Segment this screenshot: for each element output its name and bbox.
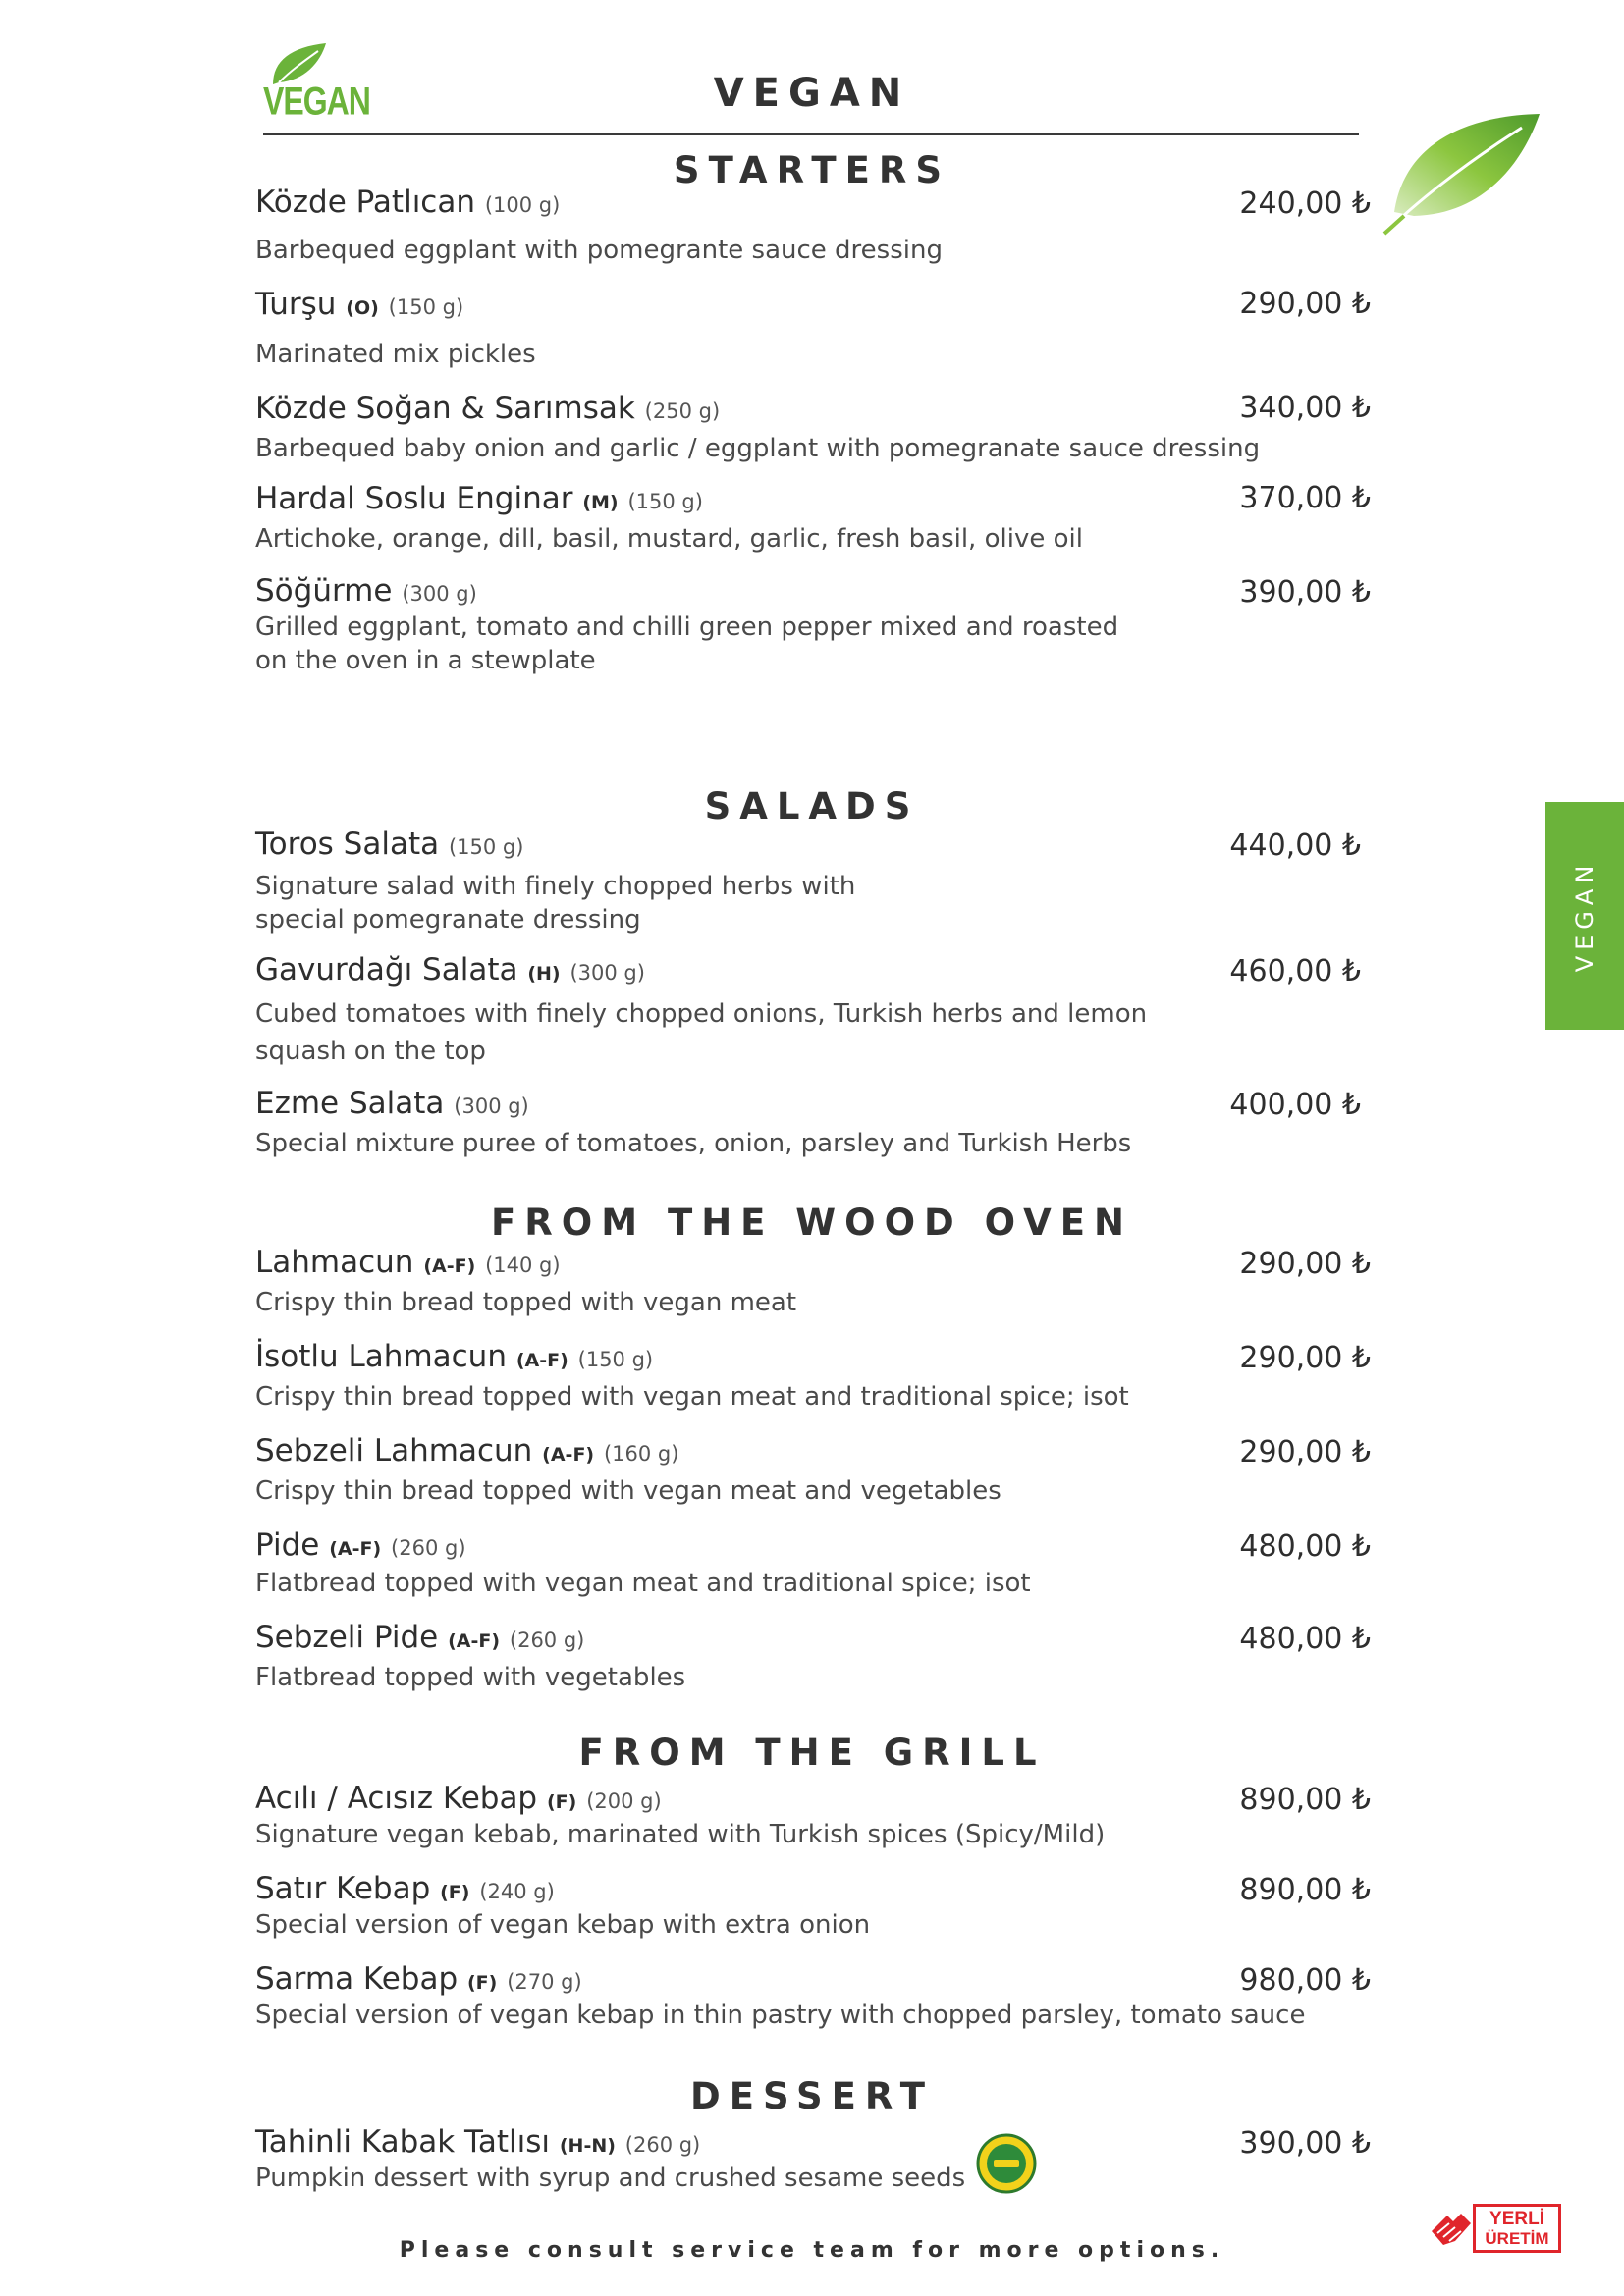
vegan-logo-text: VEGAN [263,79,370,123]
menu-item-description: Marinated mix pickles [255,340,536,369]
menu-item-name: Satır Kebap (F) (240 g) [255,1871,555,1906]
menu-item-name: Söğürme (300 g) [255,573,477,609]
menu-item-price: 390,00 ₺ [1239,2126,1371,2161]
menu-item-name: Tahinli Kabak Tatlısı (H-N) (260 g) [255,2124,701,2160]
menu-item-price: 890,00 ₺ [1239,1873,1371,1907]
menu-item-name: Pide (A-F) (260 g) [255,1527,466,1563]
menu-item-description: Signature salad with finely chopped herbs with special pomegranate dressing [255,872,856,934]
side-tab-vegan [1545,802,1624,1030]
page-title: VEGAN [713,71,911,116]
menu-item-description: Special version of vegan kebap in thin pastry with chopped parsley, tomato sauce [255,2001,1306,2030]
menu-item-price: 400,00 ₺ [1229,1088,1361,1122]
menu-item-description: Barbequed eggplant with pomegrante sauce dressing [255,236,943,265]
title-divider [263,133,1359,135]
menu-item-name: Ezme Salata (300 g) [255,1086,529,1121]
menu-item-name: Hardal Soslu Enginar (M) (150 g) [255,481,703,516]
section-title-wood-oven: FROM THE WOOD OVEN [491,1201,1133,1244]
geographical-indication-seal-icon [976,2133,1037,2194]
menu-item-price: 390,00 ₺ [1239,575,1371,610]
menu-item-name: Sarma Kebap (F) (270 g) [255,1961,582,1997]
menu-item-name: Sebzeli Lahmacun (A-F) (160 g) [255,1433,679,1468]
menu-item-name: Lahmacun (A-F) (140 g) [255,1245,561,1280]
menu-item-price: 290,00 ₺ [1239,287,1371,321]
menu-item-price: 370,00 ₺ [1239,481,1371,515]
menu-item-description: Flatbread topped with vegan meat and traditional spice; isot [255,1569,1031,1598]
menu-item-name: Turşu (O) (150 g) [255,287,464,322]
menu-item-description: Crispy thin bread topped with vegan meat and vegetables [255,1476,1001,1506]
uretim-label: ÜRETİM [1485,2229,1549,2248]
menu-item-description: Crispy thin bread topped with vegan meat [255,1288,797,1317]
menu-item-name: Acılı / Acısız Kebap (F) (200 g) [255,1781,662,1816]
menu-item-description: Signature vegan kebab, marinated with Turkish spices (Spicy/Mild) [255,1820,1106,1849]
menu-item-description: Pumpkin dessert with syrup and crushed sesame seeds [255,2163,966,2193]
section-title-grill: FROM THE GRILL [578,1732,1046,1774]
menu-item-description: Crispy thin bread topped with vegan meat and traditional spice; isot [255,1382,1129,1412]
section-title-dessert: DESSERT [690,2075,934,2117]
menu-item-description: Artichoke, orange, dill, basil, mustard, garlic, fresh basil, olive oil [255,524,1083,554]
menu-item-price: 340,00 ₺ [1239,391,1371,425]
menu-item-name: Közde Patlıcan (100 g) [255,185,561,220]
side-tab-label: VEGAN [1571,859,1598,973]
menu-item-name: Toros Salata (150 g) [255,827,524,862]
menu-item-price: 980,00 ₺ [1239,1963,1371,1998]
menu-item-price: 290,00 ₺ [1239,1341,1371,1375]
menu-item-price: 460,00 ₺ [1229,954,1361,988]
menu-item-description: Barbequed baby onion and garlic / eggplant with pomegranate sauce dressing [255,434,1261,463]
menu-item-description: Grilled eggplant, tomato and chilli green pepper mixed and roasted on the oven in a stewplate [255,613,1119,675]
menu-item-name: İsotlu Lahmacun (A-F) (150 g) [255,1339,654,1374]
menu-item-price: 480,00 ₺ [1239,1622,1371,1656]
menu-item-price: 890,00 ₺ [1239,1783,1371,1817]
menu-item-price: 290,00 ₺ [1239,1247,1371,1281]
menu-item-price: 240,00 ₺ [1239,187,1371,221]
menu-item-price: 290,00 ₺ [1239,1435,1371,1469]
section-title-starters: STARTERS [673,149,951,191]
yerli-label: YERLİ [1489,2209,1544,2229]
menu-item-name: Közde Soğan & Sarımsak (250 g) [255,391,721,426]
menu-item-name: Sebzeli Pide (A-F) (260 g) [255,1620,585,1655]
menu-item-description: Cubed tomatoes with finely chopped onions, Turkish herbs and lemon squash on the top [255,999,1148,1066]
section-title-salads: SALADS [704,785,920,828]
menu-item-description: Special mixture puree of tomatoes, onion, parsley and Turkish Herbs [255,1129,1132,1158]
footer-note: Please consult service team for more options. [399,2238,1225,2263]
menu-item-name: Gavurdağı Salata (H) (300 g) [255,952,645,988]
menu-item-price: 480,00 ₺ [1239,1529,1371,1564]
menu-item-description: Special version of vegan kebap with extra onion [255,1910,871,1940]
menu-item-description: Flatbread topped with vegetables [255,1663,686,1692]
menu-item-price: 440,00 ₺ [1229,828,1361,863]
